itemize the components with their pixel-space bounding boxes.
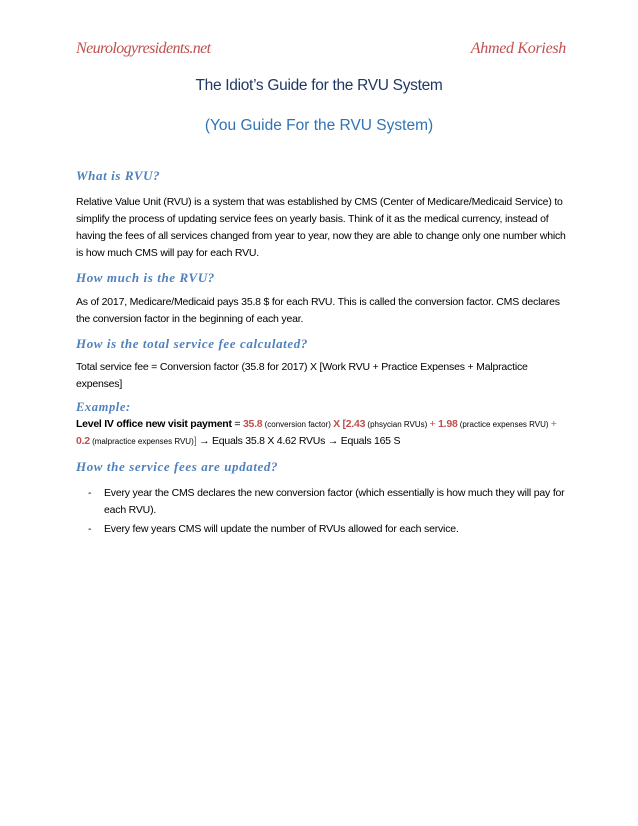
header-site-name: Neurologyresidents.net [76, 40, 211, 57]
paragraph-example [76, 416, 568, 450]
paragraph-fee-calculation: Total service fee = Conversion factor (35.8 for 2017) X [Work RVU + Practice Expenses + Malpractice expenses] [76, 361, 528, 390]
list-item [76, 485, 568, 519]
example-result-2: → Equals 165 S [327, 435, 401, 447]
example-times-bracket: X [ [333, 418, 346, 430]
heading-fee-calculation: How is the total service fee calculated? [76, 336, 308, 351]
bullet-dash: - [88, 523, 92, 535]
example-practice-value: 1.98 [438, 418, 458, 430]
paragraph-how-much: As of 2017, Medicare/Medicaid pays 35.8 $ for each RVU. This is called the conversion factor. CMS declares the conversion factor in the beginning of each year. [76, 296, 560, 325]
example-malpractice-note: (malpractice expenses RVU) [89, 437, 194, 446]
example-malpractice-value: 0.2 [76, 435, 90, 447]
example-plus-1: + [429, 418, 439, 430]
header-author-name: Ahmed Koriesh [470, 40, 566, 57]
fee-updates-list [76, 485, 568, 538]
document-title: The Idiot’s Guide for the RVU System [195, 77, 443, 94]
example-work-note: (phsycian RVUs) [365, 420, 430, 429]
example-equals: = [231, 418, 243, 430]
example-conversion-note: (conversion factor) [262, 420, 334, 429]
example-work-value: 2.43 [345, 418, 366, 430]
example-result-1: → Equals 35.8 X 4.62 RVUs [196, 435, 328, 447]
document-body [76, 168, 568, 540]
heading-how-much: How much is the RVU? [76, 270, 215, 285]
heading-example: Example: [76, 400, 131, 414]
example-conversion-value: 35.8 [242, 418, 263, 430]
list-item-text: Every year the CMS declares the new conversion factor (which essentially is how much they will pay for each RVU). [104, 487, 565, 516]
heading-fee-updates: How the service fees are updated? [76, 459, 279, 474]
heading-what-is-rvu: What is RVU? [76, 168, 161, 183]
list-item-text: Every few years CMS will update the number of RVUs allowed for each service. [104, 523, 459, 535]
example-plus-2: + [550, 418, 557, 430]
bullet-dash: - [88, 487, 92, 499]
paragraph-what-is-rvu: Relative Value Unit (RVU) is a system that was established by CMS (Center of Medicare/Medicaid Service) to simplify the process of updating service fees on yearly basis. Think of it as the medical currency, instead of having the fees of all services changed from year to year, now they are able to change only one number which is how much CMS will pay for each RVU. [76, 196, 566, 259]
example-label: Level IV office new visit payment [76, 418, 232, 430]
document-subtitle: (You Guide For the RVU System) [204, 117, 434, 134]
example-practice-note: (practice expenses RVU) [457, 420, 551, 429]
example-close-bracket: ] [193, 435, 197, 447]
list-item [76, 521, 568, 538]
